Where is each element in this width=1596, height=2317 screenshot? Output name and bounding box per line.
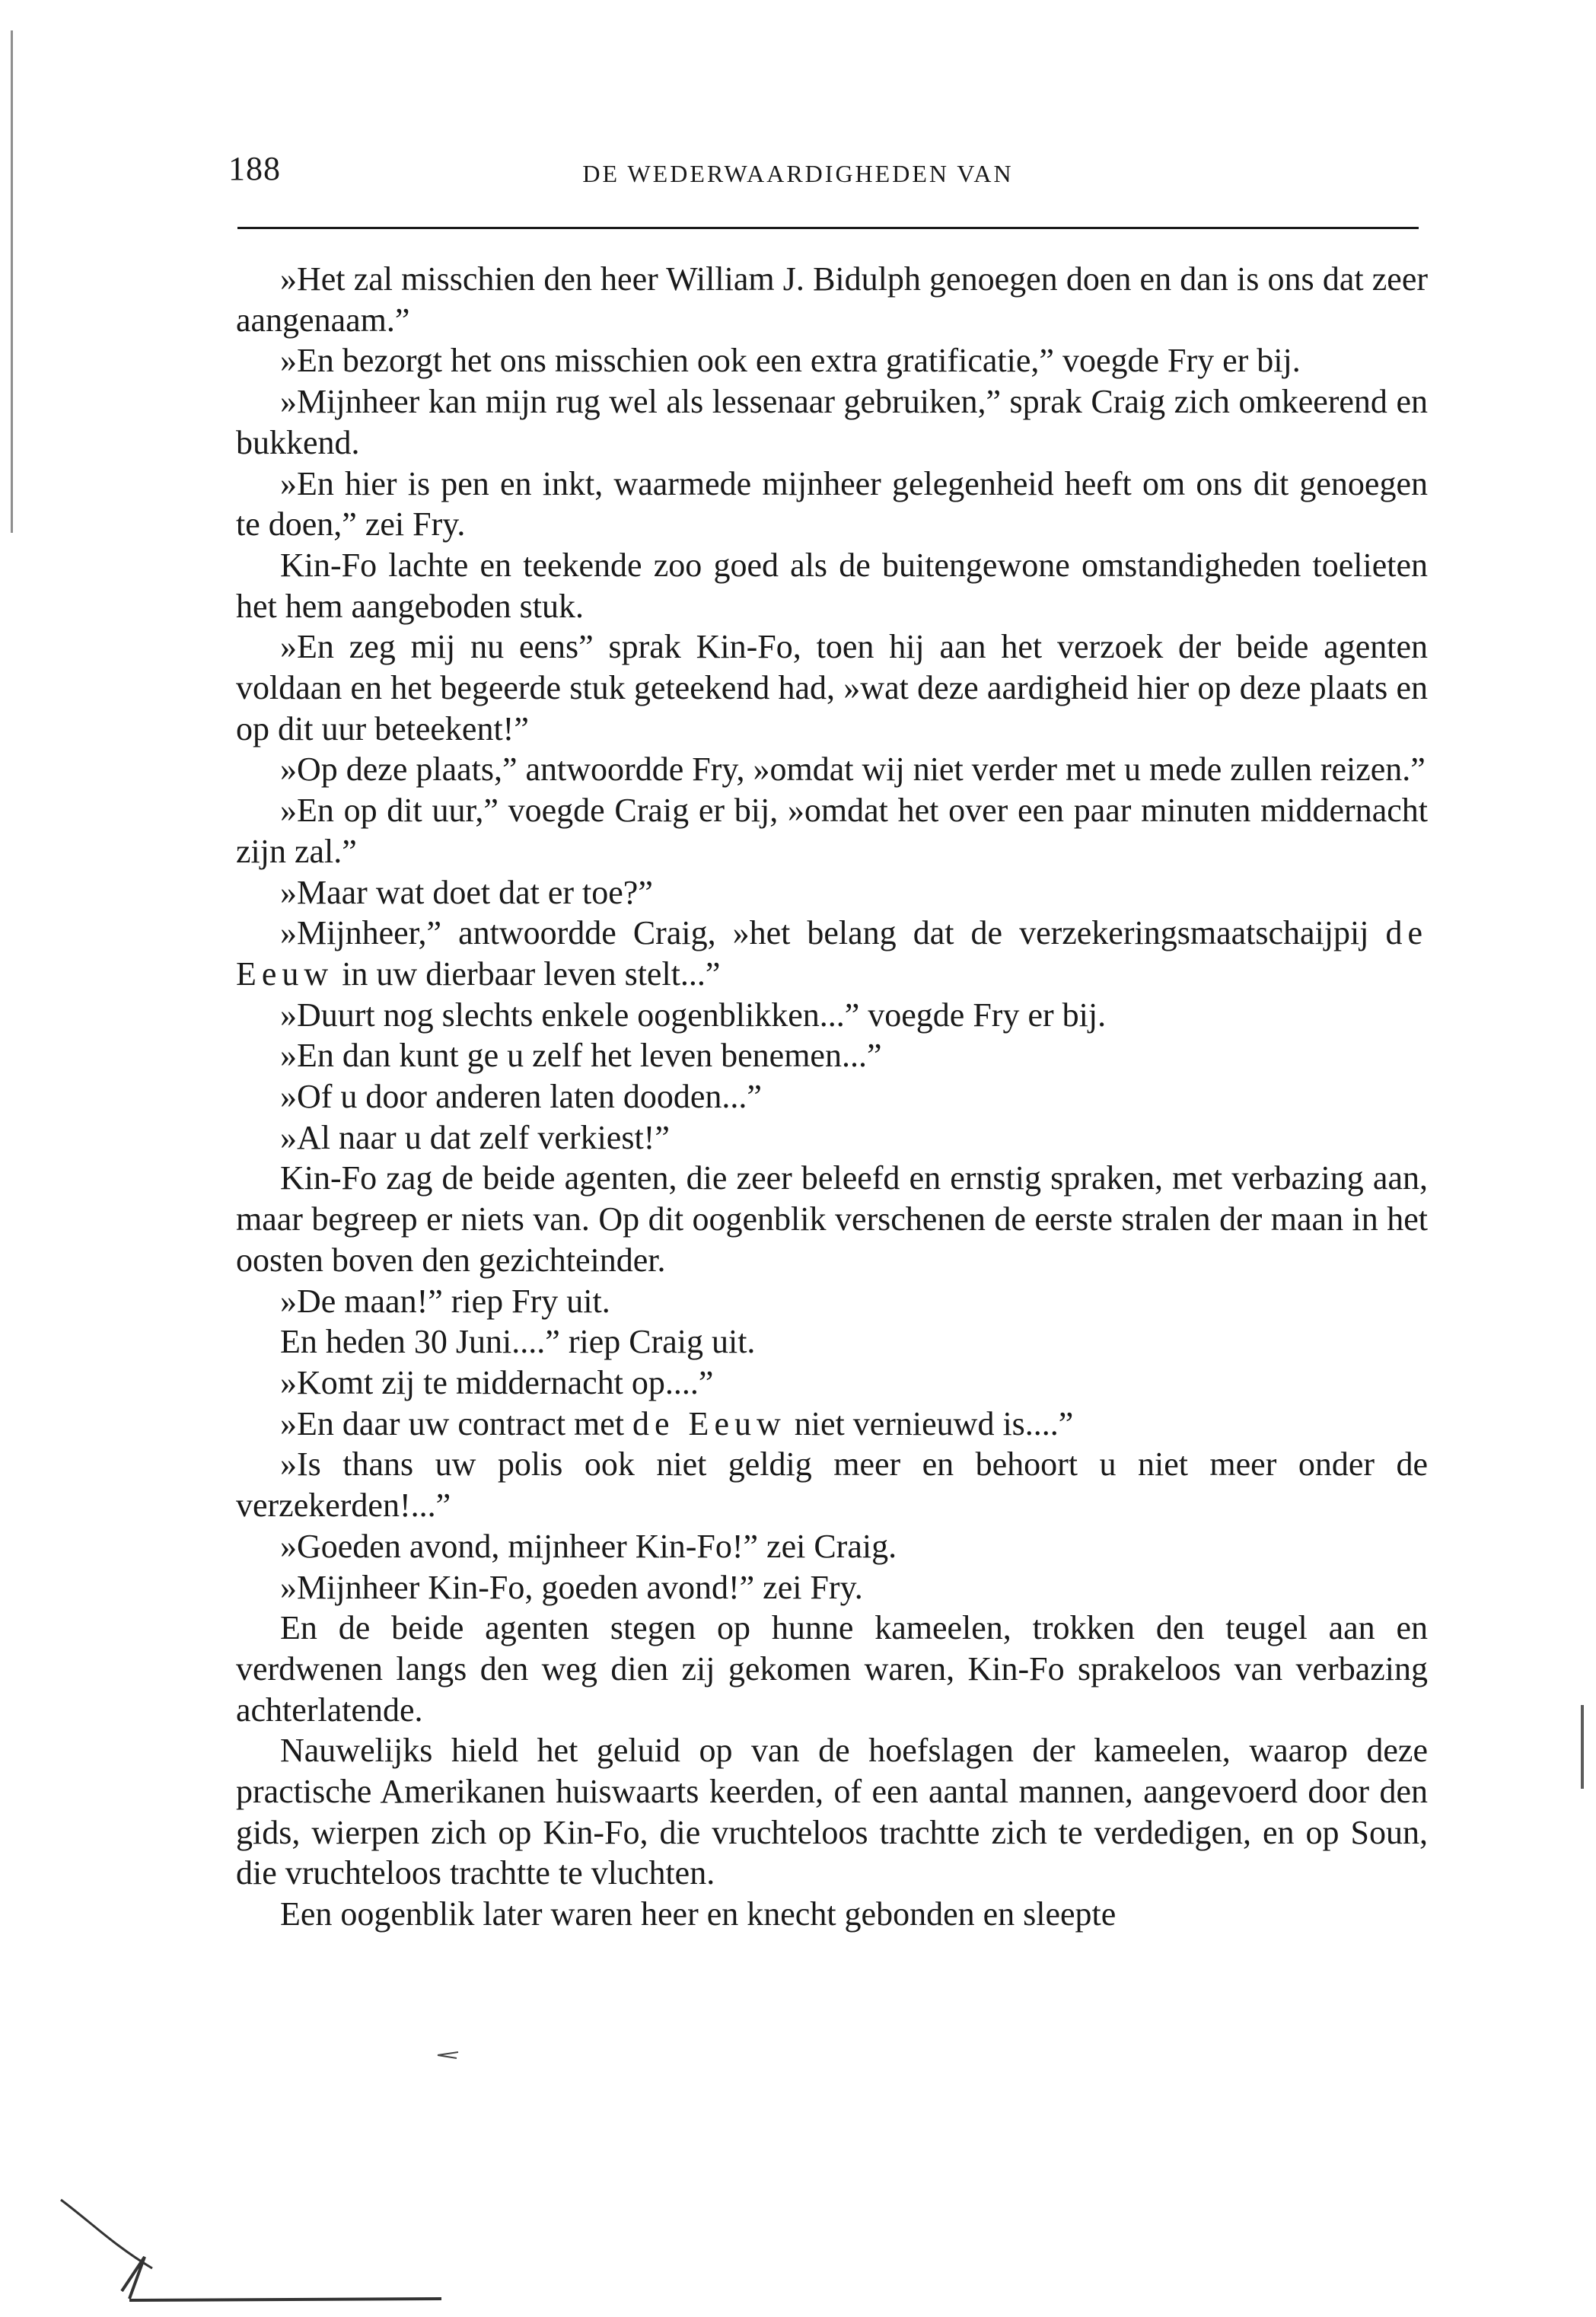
scan-edge-mark-left [11,30,13,533]
company-name-emphasis: de Eeuw [236,914,1428,993]
paragraph: »En op dit uur,” voegde Craig er bij, »omdat het over een paar minuten middernacht zijn zal.” [236,792,1428,870]
paragraph: »Komt zij te middernacht op....” [280,1363,714,1401]
paragraph-text: »Mijnheer,” antwoordde Craig, »het belang dat de verzekeringsmaatschaijpij [280,914,1386,952]
running-title: DE WEDERWAARDIGHEDEN VAN [582,160,1014,187]
paragraph: »En bezorgt het ons misschien ook een extra gratificatie,” voegde Fry er bij. [280,342,1301,380]
paragraph: »En dan kunt ge u zelf het leven benemen...” [280,1037,882,1075]
paragraph: »En zeg mij nu eens” sprak Kin-Fo, toen hij aan het verzoek der beide agenten voldaan en het begeerde stuk geteekend had, »wat deze aardigheid hier op deze plaats en op dit uur beteekent!” [236,628,1428,747]
paragraph: »Op deze plaats,” antwoordde Fry, »omdat wij niet verder met u mede zullen reizen.” [280,751,1426,789]
paragraph: Nauwelijks hield het geluid op van de hoefslagen der kameelen, waarop deze practische Amerikanen huiswaarts keerden, of een aantal mannen, aangevoerd door den gids, wierpen zich op Kin-Fo, die vruchteloos trachtte zich te verdedigen, en op Soun, die vruchteloos trachtte te vluchten. [236,1732,1428,1892]
paragraph: »Het zal misschien den heer William J. Bidulph genoegen doen en dan is ons dat zeer aangenaam.” [236,260,1428,339]
paragraph-text: niet vernieuwd is....” [785,1404,1074,1442]
paragraph: Kin-Fo lachte en teekende zoo goed als de buitengewone omstandigheden toelieten het hem aangeboden stuk. [236,546,1428,625]
paragraph: »Maar wat doet dat er toe?” [280,873,653,911]
paragraph [236,913,1428,994]
paragraph: »Mijnheer kan mijn rug wel als lessenaar gebruiken,” sprak Craig zich omkeerend en bukkend. [236,383,1428,461]
paragraph: Een oogenblik later waren heer en knecht gebonden en sleepte [280,1895,1117,1933]
paragraph-text: »En daar uw contract met [280,1404,633,1442]
scan-edge-mark-right [1581,1705,1584,1789]
paragraph: En de beide agenten stegen op hunne kameelen, trokken den teugel aan en verdwenen langs den weg dien zij gekomen waren, Kin-Fo sprakeloos van verbazing achterlatende. [236,1609,1428,1729]
paragraph [236,1404,1428,1445]
paragraph: »De maan!” riep Fry uit. [280,1282,610,1320]
paragraph: »Goeden avond, mijnheer Kin-Fo!” zei Craig. [280,1527,897,1565]
paragraph-text: in uw dierbaar leven stelt...” [333,955,721,993]
pencil-mark-bottom [46,2177,472,2306]
pencil-tick-mark [434,2048,464,2063]
paragraph: En heden 30 Juni....” riep Craig uit. [280,1323,756,1361]
paragraph: »En hier is pen en inkt, waarmede mijnheer gelegenheid heeft om ons dit genoegen te doen,” zei Fry. [236,464,1428,543]
paragraph: Kin-Fo zag de beide agenten, die zeer beleefd en ernstig spraken, met verbazing aan, maar begreep er niets van. Op dit oogenblik verschenen de eerste stralen der maan in het oosten boven den gezichteinder. [236,1159,1428,1279]
company-name-emphasis: de Eeuw [632,1404,786,1442]
body-text [236,259,1428,1935]
paragraph: »Is thans uw polis ook niet geldig meer en behoort u niet meer onder de verzekerden!...” [236,1445,1428,1525]
page-number: 188 [228,150,281,187]
header-rule [237,227,1419,229]
paragraph: »Duurt nog slechts enkele oogenblikken...” voegde Fry er bij. [280,996,1107,1034]
paragraph: »Al naar u dat zelf verkiest!” [280,1118,670,1156]
paragraph: »Of u door anderen laten dooden...” [280,1078,762,1116]
paragraph: »Mijnheer Kin-Fo, goeden avond!” zei Fry. [280,1568,863,1606]
